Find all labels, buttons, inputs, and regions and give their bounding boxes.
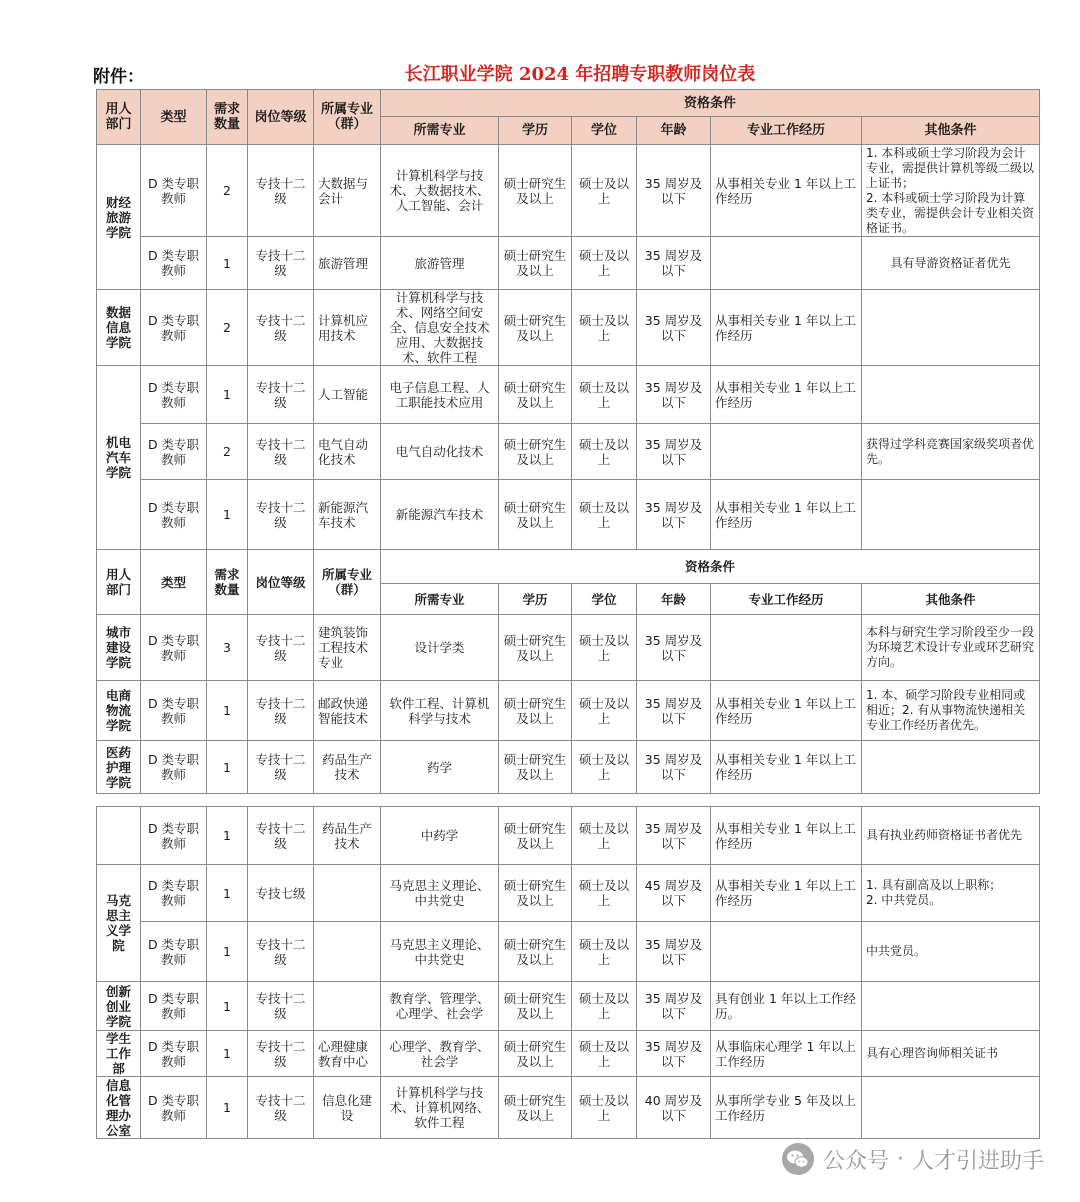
watermark-brand: 公众号	[822, 1148, 889, 1174]
other-cell: 获得过学科竞赛国家级奖项者优先。	[862, 424, 1040, 480]
degree-cell: 硕士及以上	[572, 982, 637, 1031]
level-cell: 专技十二级	[248, 480, 314, 550]
education-cell: 硕士研究生及以上	[499, 615, 572, 681]
header-dept: 用人部门	[97, 90, 141, 145]
major-cell: 教育学、管理学、心理学、社会学	[381, 982, 499, 1031]
degree-cell: 硕士及以上	[572, 424, 637, 480]
type-cell: D 类专职教师	[141, 922, 207, 982]
level-cell: 专技十二级	[248, 807, 314, 865]
dept-cell: 学生工作部	[97, 1031, 141, 1077]
group-cell: 计算机应用技术	[314, 290, 381, 366]
page-title: 长江职业学院 2024 年招聘专职教师岗位表	[404, 64, 756, 85]
major-cell: 计算机科学与技术、计算机网络、软件工程	[381, 1077, 499, 1139]
experience-cell: 从事所学专业 5 年及以上工作经历	[711, 1077, 862, 1139]
age-cell: 40 周岁及以下	[637, 1077, 711, 1139]
type-cell: D 类专职教师	[141, 982, 207, 1031]
type-cell: D 类专职教师	[141, 681, 207, 741]
age-cell: 35 周岁及以下	[637, 615, 711, 681]
table-row	[97, 741, 1040, 794]
age-cell: 35 周岁及以下	[637, 922, 711, 982]
experience-cell	[711, 615, 862, 681]
age-cell: 35 周岁及以下	[637, 237, 711, 290]
group-cell	[314, 922, 381, 982]
other-cell: 1. 具有副高及以上职称； 2. 中共党员。	[862, 865, 1040, 922]
degree-cell: 硕士及以上	[572, 480, 637, 550]
dept-cell: 财经旅游学院	[97, 145, 141, 290]
age-cell: 35 周岁及以下	[637, 290, 711, 366]
degree-cell: 硕士及以上	[572, 1077, 637, 1139]
dept-cell-empty	[97, 807, 141, 865]
experience-cell: 从事相关专业 1 年以上工作经历	[711, 290, 862, 366]
type-cell: D 类专职教师	[141, 807, 207, 865]
education-cell: 硕士研究生及以上	[499, 922, 572, 982]
group-cell: 电气自动化技术	[314, 424, 381, 480]
header-group: 所属专业（群）	[314, 90, 381, 145]
age-cell: 35 周岁及以下	[637, 681, 711, 741]
major-cell: 计算机科学与技术、网络空间安全、信息安全技术应用、大数据技术、软件工程	[381, 290, 499, 366]
education-cell: 硕士研究生及以上	[499, 865, 572, 922]
degree-cell: 硕士及以上	[572, 366, 637, 424]
group-cell: 心理健康教育中心	[314, 1031, 381, 1077]
header-education: 学历	[499, 117, 572, 145]
dept-cell: 信息化管理办公室	[97, 1077, 141, 1139]
group-cell: 邮政快递智能技术	[314, 681, 381, 741]
header-qualifications: 资格条件	[381, 550, 1040, 584]
count-cell: 1	[207, 480, 248, 550]
age-cell: 35 周岁及以下	[637, 145, 711, 237]
education-cell: 硕士研究生及以上	[499, 237, 572, 290]
type-cell: D 类专职教师	[141, 615, 207, 681]
age-cell: 35 周岁及以下	[637, 480, 711, 550]
count-cell: 1	[207, 1077, 248, 1139]
level-cell: 专技十二级	[248, 424, 314, 480]
age-cell: 45 周岁及以下	[637, 865, 711, 922]
education-cell: 硕士研究生及以上	[499, 681, 572, 741]
degree-cell: 硕士及以上	[572, 1031, 637, 1077]
count-cell: 1	[207, 237, 248, 290]
education-cell: 硕士研究生及以上	[499, 480, 572, 550]
count-cell: 1	[207, 807, 248, 865]
experience-cell: 从事相关专业 1 年以上工作经历	[711, 480, 862, 550]
dept-cell: 医药护理学院	[97, 741, 141, 794]
type-cell: D 类专职教师	[141, 424, 207, 480]
group-cell	[314, 865, 381, 922]
header-count: 需求数量	[207, 90, 248, 145]
table-row	[97, 922, 1040, 982]
group-cell: 大数据与会计	[314, 145, 381, 237]
degree-cell: 硕士及以上	[572, 681, 637, 741]
header-level: 岗位等级	[248, 550, 314, 615]
other-cell	[862, 982, 1040, 1031]
header-other: 其他条件	[862, 117, 1040, 145]
degree-cell: 硕士及以上	[572, 922, 637, 982]
level-cell: 专技十二级	[248, 615, 314, 681]
age-cell: 35 周岁及以下	[637, 1031, 711, 1077]
count-cell: 1	[207, 922, 248, 982]
count-cell: 3	[207, 615, 248, 681]
table-row	[97, 807, 1040, 865]
education-cell: 硕士研究生及以上	[499, 1077, 572, 1139]
type-cell: D 类专职教师	[141, 290, 207, 366]
count-cell: 2	[207, 424, 248, 480]
dept-cell: 数据信息学院	[97, 290, 141, 366]
education-cell: 硕士研究生及以上	[499, 1031, 572, 1077]
education-cell: 硕士研究生及以上	[499, 807, 572, 865]
count-cell: 1	[207, 366, 248, 424]
major-cell: 电气自动化技术	[381, 424, 499, 480]
dept-cell: 电商物流学院	[97, 681, 141, 741]
level-cell: 专技十二级	[248, 681, 314, 741]
level-cell: 专技十二级	[248, 145, 314, 237]
education-cell: 硕士研究生及以上	[499, 741, 572, 794]
type-cell: D 类专职教师	[141, 480, 207, 550]
table-row	[97, 145, 1040, 237]
group-cell: 人工智能	[314, 366, 381, 424]
table-row	[97, 424, 1040, 480]
major-cell: 药学	[381, 741, 499, 794]
table-row	[97, 290, 1040, 366]
other-cell: 1. 本、硕学习阶段专业相同或相近；2. 有从事物流快递相关专业工作经历者优先。	[862, 681, 1040, 741]
watermark-dot: ·	[896, 1146, 904, 1172]
degree-cell: 硕士及以上	[572, 865, 637, 922]
positions-table-page-1	[96, 89, 1040, 794]
level-cell: 专技十二级	[248, 366, 314, 424]
major-cell: 电子信息工程、人工职能技术应用	[381, 366, 499, 424]
experience-cell	[711, 237, 862, 290]
group-cell: 旅游管理	[314, 237, 381, 290]
experience-cell: 从事相关专业 1 年以上工作经历	[711, 145, 862, 237]
level-cell: 专技十二级	[248, 982, 314, 1031]
level-cell: 专技十二级	[248, 1031, 314, 1077]
degree-cell: 硕士及以上	[572, 237, 637, 290]
type-cell: D 类专职教师	[141, 1031, 207, 1077]
table-row	[97, 1031, 1040, 1077]
other-cell	[862, 741, 1040, 794]
type-cell: D 类专职教师	[141, 741, 207, 794]
level-cell: 专技十二级	[248, 741, 314, 794]
header-type: 类型	[141, 550, 207, 615]
table-row	[97, 366, 1040, 424]
count-cell: 1	[207, 982, 248, 1031]
header-experience: 专业工作经历	[711, 584, 862, 615]
header-type: 类型	[141, 90, 207, 145]
wechat-icon	[781, 1142, 815, 1176]
header-group: 所属专业（群）	[314, 550, 381, 615]
group-cell: 新能源汽车技术	[314, 480, 381, 550]
experience-cell	[711, 424, 862, 480]
header-count: 需求数量	[207, 550, 248, 615]
degree-cell: 硕士及以上	[572, 290, 637, 366]
age-cell: 35 周岁及以下	[637, 366, 711, 424]
major-cell: 中药学	[381, 807, 499, 865]
experience-cell: 从事相关专业 1 年以上工作经历	[711, 807, 862, 865]
major-cell: 软件工程、计算机科学与技术	[381, 681, 499, 741]
experience-cell	[711, 922, 862, 982]
age-cell: 35 周岁及以下	[637, 982, 711, 1031]
experience-cell: 具有创业 1 年以上工作经历。	[711, 982, 862, 1031]
table-row	[97, 865, 1040, 922]
header-degree: 学位	[572, 584, 637, 615]
age-cell: 35 周岁及以下	[637, 424, 711, 480]
positions-table-page-2	[96, 806, 1040, 1139]
education-cell: 硕士研究生及以上	[499, 424, 572, 480]
degree-cell: 硕士及以上	[572, 807, 637, 865]
count-cell: 1	[207, 681, 248, 741]
degree-cell: 硕士及以上	[572, 145, 637, 237]
watermark-account-name: 人才引进助手	[911, 1148, 1044, 1174]
experience-cell: 从事相关专业 1 年以上工作经历	[711, 366, 862, 424]
major-cell: 计算机科学与技术、大数据技术、人工智能、会计	[381, 145, 499, 237]
dept-cell: 创新创业学院	[97, 982, 141, 1031]
other-cell: 本科与研究生学习阶段至少一段为环境艺术设计专业或环艺研究方向。	[862, 615, 1040, 681]
count-cell: 2	[207, 145, 248, 237]
type-cell: D 类专职教师	[141, 865, 207, 922]
header-education: 学历	[499, 584, 572, 615]
other-cell	[862, 366, 1040, 424]
header-age: 年龄	[637, 117, 711, 145]
experience-cell: 从事相关专业 1 年以上工作经历	[711, 865, 862, 922]
level-cell: 专技十二级	[248, 922, 314, 982]
type-cell: D 类专职教师	[141, 237, 207, 290]
group-cell: 药品生产技术	[314, 807, 381, 865]
table-row	[97, 1077, 1040, 1139]
degree-cell: 硕士及以上	[572, 741, 637, 794]
major-cell: 心理学、教育学、社会学	[381, 1031, 499, 1077]
other-cell: 中共党员。	[862, 922, 1040, 982]
type-cell: D 类专职教师	[141, 1077, 207, 1139]
header-qualifications: 资格条件	[381, 90, 1040, 117]
experience-cell: 从事相关专业 1 年以上工作经历	[711, 681, 862, 741]
other-cell: 具有心理咨询师相关证书	[862, 1031, 1040, 1077]
experience-cell: 从事相关专业 1 年以上工作经历	[711, 741, 862, 794]
header-other: 其他条件	[862, 584, 1040, 615]
table-row	[97, 681, 1040, 741]
group-cell	[314, 982, 381, 1031]
dept-cell: 机电汽车学院	[97, 366, 141, 550]
level-cell: 专技十二级	[248, 1077, 314, 1139]
level-cell: 专技十二级	[248, 290, 314, 366]
education-cell: 硕士研究生及以上	[499, 290, 572, 366]
table-row	[97, 982, 1040, 1031]
dept-cell: 马克思主义学院	[97, 865, 141, 982]
level-cell: 专技七级	[248, 865, 314, 922]
level-cell: 专技十二级	[248, 237, 314, 290]
header-level: 岗位等级	[248, 90, 314, 145]
other-cell	[862, 1077, 1040, 1139]
header-dept: 用人部门	[97, 550, 141, 615]
header-major: 所需专业	[381, 117, 499, 145]
header-major: 所需专业	[381, 584, 499, 615]
attachment-label: 附件：	[93, 67, 144, 87]
table-row	[97, 237, 1040, 290]
major-cell: 旅游管理	[381, 237, 499, 290]
type-cell: D 类专职教师	[141, 145, 207, 237]
count-cell: 2	[207, 290, 248, 366]
major-cell: 新能源汽车技术	[381, 480, 499, 550]
major-cell: 马克思主义理论、中共党史	[381, 865, 499, 922]
count-cell: 1	[207, 865, 248, 922]
type-cell: D 类专职教师	[141, 366, 207, 424]
count-cell: 1	[207, 1031, 248, 1077]
group-cell: 信息化建设	[314, 1077, 381, 1139]
table-row	[97, 615, 1040, 681]
education-cell: 硕士研究生及以上	[499, 982, 572, 1031]
age-cell: 35 周岁及以下	[637, 741, 711, 794]
group-cell: 药品生产技术	[314, 741, 381, 794]
education-cell: 硕士研究生及以上	[499, 366, 572, 424]
group-cell: 建筑装饰工程技术专业	[314, 615, 381, 681]
dept-cell: 城市建设学院	[97, 615, 141, 681]
other-cell: 1. 本科或硕士学习阶段为会计专业，需提供计算机等级二级以上证书； 2. 本科或硕士学习阶段为计算类专业，需提供会计专业相关资格证书。	[862, 145, 1040, 237]
header-age: 年龄	[637, 584, 711, 615]
table-row	[97, 480, 1040, 550]
other-cell: 具有执业药师资格证书者优先	[862, 807, 1040, 865]
header-experience: 专业工作经历	[711, 117, 862, 145]
other-cell	[862, 290, 1040, 366]
major-cell: 设计学类	[381, 615, 499, 681]
age-cell: 35 周岁及以下	[637, 807, 711, 865]
other-cell: 具有导游资格证者优先	[862, 237, 1040, 290]
wechat-watermark	[781, 1142, 1044, 1176]
other-cell	[862, 480, 1040, 550]
count-cell: 1	[207, 741, 248, 794]
experience-cell: 从事临床心理学 1 年以上工作经历	[711, 1031, 862, 1077]
degree-cell: 硕士及以上	[572, 615, 637, 681]
education-cell: 硕士研究生及以上	[499, 145, 572, 237]
header-degree: 学位	[572, 117, 637, 145]
major-cell: 马克思主义理论、中共党史	[381, 922, 499, 982]
